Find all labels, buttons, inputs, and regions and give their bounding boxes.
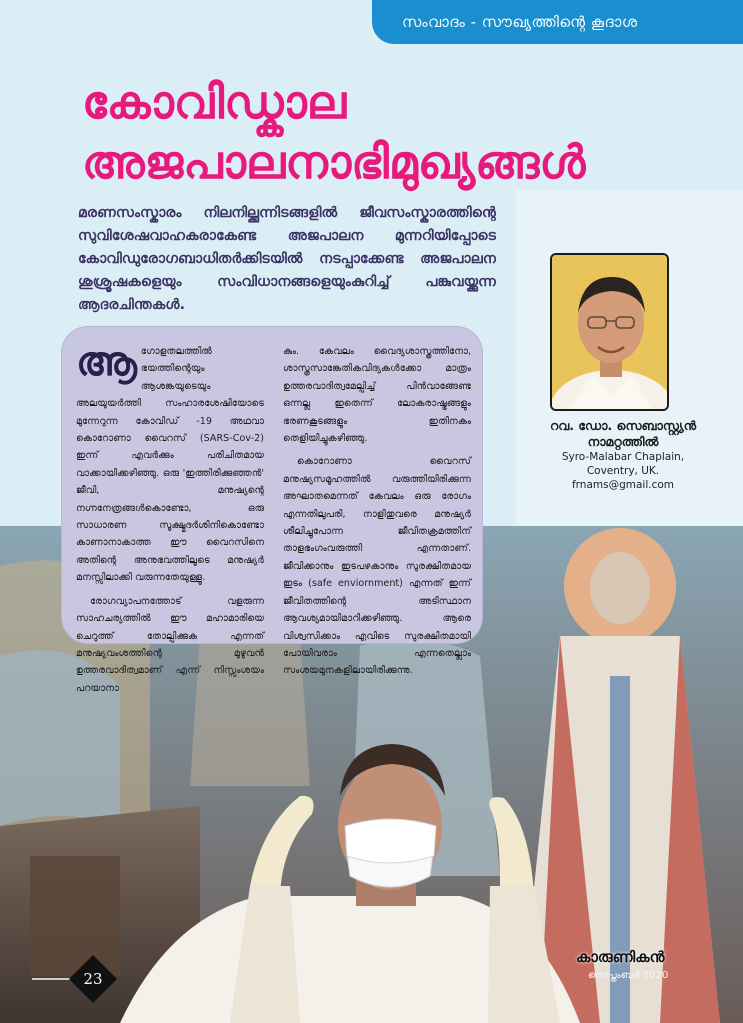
author-name-line-1: റവ. ഡോ. സെബാസ്റ്റ്യൻ: [549, 418, 697, 433]
intro-text: മരണസംസ്കാരം നിലനില്ക്കുന്നിടങ്ങളിൽ ജീവസംസ്കാരത്തിന്റെ സുവിശേഷവാഹകരാകേണ്ട അജപാലന മുന്നറിയിപ്പോടെ കോവിഡുരോഗബാധിതർക്കിടയിൽ നടപ്പാക്കേണ്ട അജപാലന ശുശ്രൂഷകളെയും സംവിധാനങ്ങളെയുംകുറിച്ച് പങ്കുവയ്ക്കുന്ന ആദരചിന്തകൾ.: [78, 205, 496, 313]
article-paragraph: രോഗവ്യാപനത്തോട് വളരുന്ന സാഹചര്യത്തിൽ ഈ മഹാമാരിയെ ചെറുത്ത് തോല്പിക്കുക എന്നത് മനുഷ്യവംശത്തിന്റെ മുഴുവൻ ഉത്തരവാദിത്വമാണ് എന്ന് നിസ്സംശയം പറയാനാ: [76, 595, 264, 694]
author-portrait-image: [552, 255, 667, 409]
author-info: [528, 418, 718, 492]
article-paragraph: കൊറോണാ വൈറസ് മനുഷ്യസമൂഹത്തിൽ വരുത്തിയിരിക്കുന്ന അഘാതമെന്നത് കേവലം ഒരു രോഗം എന്നതിലുപരി, നാളിതുവരെ മനുഷ്യർ ശീലിച്ചുപോന്ന ജീവിതക്രമത്തിന് താളഭംഗംവരുത്തി എന്നതാണ്. ജീവിക്കാനും ഇടപഴകാനും സുരക്ഷിതമായ ഇടം (safe enviornment) എന്നത് ഇന്ന് ജീവിതത്തിന്റെ അടിസ്ഥാന ആവശ്യമായിമാറിക്കഴിഞ്ഞു. ആരെ വിശ്വസിക്കാം എവിടെ സുരക്ഷിതമായി പോയിവരാം എന്നതെല്ലാം സംശയമുനകളിലായിരിക്കുന്നു.: [283, 456, 471, 677]
page-number: 23: [83, 970, 103, 988]
title-line-1: കോവിഡ്കാല: [82, 75, 347, 129]
article-column-right: [283, 343, 471, 686]
article-column-left: [76, 339, 264, 703]
author-email[interactable]: frnams@gmail.com: [571, 479, 675, 491]
magazine-name: കാരുണികൻ: [576, 948, 665, 966]
article-title: [82, 72, 682, 192]
issue-date: സെപ്തംബർ 2020: [588, 970, 669, 981]
author-name-line-2: നാമറ്റത്തിൽ: [587, 434, 659, 449]
article-paragraph: [76, 339, 264, 587]
article-paragraph: കും. കേവലം വൈദ്യശാസ്ത്രത്തിനോ, ശാസ്ത്രസാങ്കേതികവിദ്യകൾക്കോ മാത്രം ഉത്തരവാദിത്വമേല്പിച്ച് പിൻവാങ്ങേണ്ട ഒന്നല്ല ഇതെന്ന് ലോകരാഷ്ട്രങ്ങളും ഭരണകൂടങ്ങളും ഇതിനകം തെളിയിച്ചുകഴിഞ്ഞു.: [283, 346, 471, 445]
title-line-2: അജപാലനാഭിമുഖ്യങ്ങൾ: [82, 135, 586, 189]
paragraph-text: ഗോളതലത്തിൽ ഭയത്തിന്റെയും ആശങ്കയുടെയും അലയുയർത്തി സംഹാരശേഷിയോടെ മുന്നേറുന്ന കോവിഡ് -19 അഥവാ കൊറോണാ വൈറസ് (SARS-Cov-2) ഇന്ന് എവർക്കും പരിചിതമായ വാക്കായിക്കഴിഞ്ഞു. ഒരു 'ഇത്തിരിക്കുഞ്ഞൻ' ജീവി, മനുഷ്യന്റെ നഗ്നനേത്രങ്ങൾകൊണ്ടോ, ഒരു സാധാരണ സൂക്ഷ്മദർശിനികൊണ്ടോ കാണാനാകാത്ത ഈ വൈറസിനെ അതിന്റെ അനുഭവത്തിലൂടെ മനുഷ്യർ മനസ്സിലാക്കി വരുന്നതേയുള്ളൂ.: [76, 346, 264, 584]
author-portrait: [550, 253, 669, 411]
drop-cap: ആ: [76, 339, 137, 385]
section-label: സംവാദം - സൗഖ്യത്തിന്റെ കൂദാശ: [402, 13, 638, 31]
section-header-tab: [372, 0, 743, 44]
author-location: Coventry, UK.: [586, 465, 660, 477]
author-role: Syro-Malabar Chaplain,: [561, 451, 685, 463]
